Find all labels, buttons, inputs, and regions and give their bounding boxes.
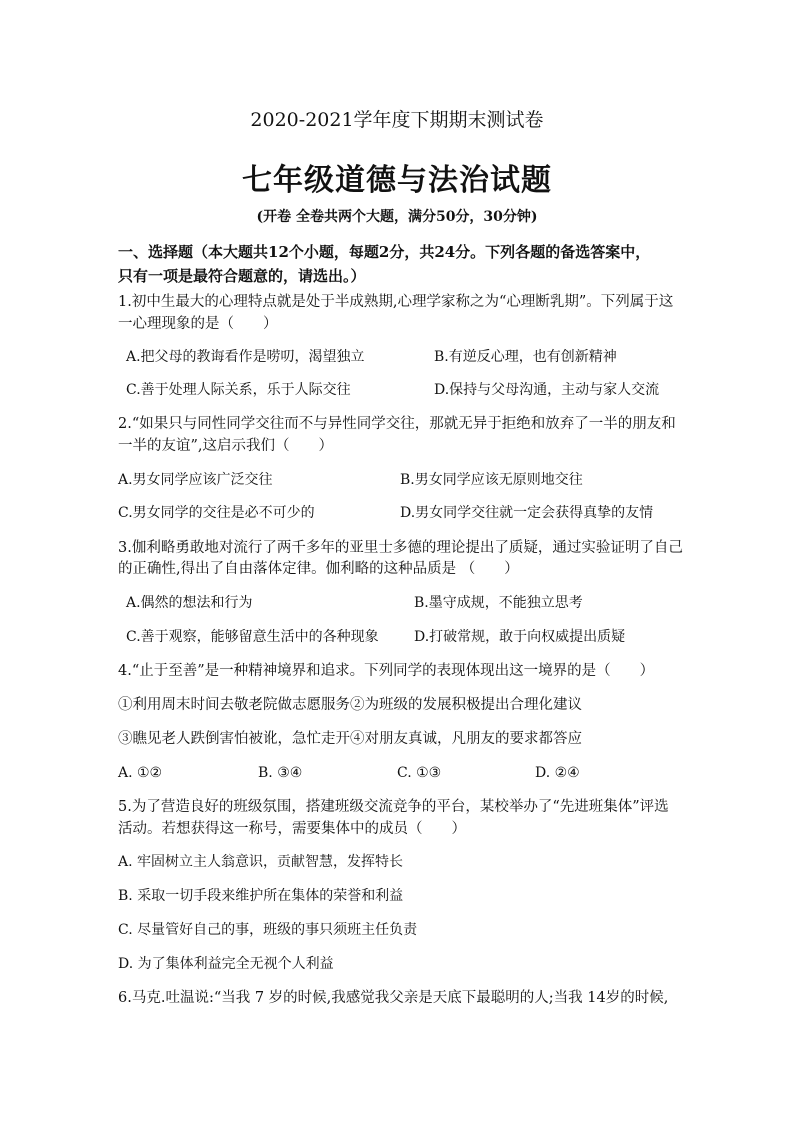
question-2-option-d: D.男女同学交往就一定会获得真挚的友情 bbox=[400, 505, 654, 521]
question-1-option-b: B.有逆反心理，也有创新精神 bbox=[434, 349, 617, 365]
question-1-stem-cont: 一心理现象的是（ ） bbox=[118, 316, 278, 332]
question-4-option-d: D. ②④ bbox=[535, 765, 580, 781]
question-1-option-a: A.把父母的教诲看作是唠叨，渴望独立 bbox=[126, 349, 365, 365]
question-5-stem: 5.为了营造良好的班级氛围，搭建班级交流竞争的平台，某校举办了“先进班集体”评选 bbox=[118, 799, 669, 815]
question-6-stem: 6.马克.吐温说:“当我 7 岁的时候,我感觉我父亲是天底下最聪明的人;当我 14岁的时候, bbox=[118, 990, 669, 1006]
question-4-option-b: B. ③④ bbox=[258, 765, 303, 781]
question-1-option-d: D.保持与父母沟通，主动与家人交流 bbox=[434, 382, 660, 398]
question-2-stem-cont: 一半的友谊”,这启示我们（ ） bbox=[118, 438, 334, 454]
question-5-option-a: A. 牢固树立主人翁意识，贡献智慧，发挥特长 bbox=[118, 854, 404, 870]
question-2-option-a: A.男女同学应该广泛交往 bbox=[118, 472, 273, 488]
question-4-item-3-4: ③瞧见老人跌倒害怕被讹，急忙走开④对朋友真诚，凡朋友的要求都答应 bbox=[118, 731, 582, 747]
exam-title: 2020-2021学年度下期期末测试卷 bbox=[250, 109, 544, 131]
question-4-stem: 4.“止于至善”是一种精神境界和追求。下列同学的表现体现出这一境界的是（ ） bbox=[118, 663, 655, 679]
question-5-stem-cont: 活动。若想获得这一称号，需要集体中的成员（ ） bbox=[118, 821, 466, 837]
section-heading: 一、选择题（本大题共12个小题，每题2分，共24分。下列各题的备选答案中， bbox=[118, 243, 651, 261]
question-3-option-d: D.打破常规，敢于向权威提出质疑 bbox=[414, 629, 626, 645]
question-5-option-c: C. 尽量管好自己的事，班级的事只须班主任负责 bbox=[118, 922, 418, 938]
question-4-item-1-2: ①利用周末时间去敬老院做志愿服务②为班级的发展积极提出合理化建议 bbox=[118, 697, 582, 713]
question-4-option-c: C. ①③ bbox=[397, 765, 442, 781]
question-5-option-d: D. 为了集体利益完全无视个人利益 bbox=[118, 956, 334, 972]
question-2-option-b: B.男女同学应该无原则地交往 bbox=[400, 472, 583, 488]
question-3-option-c: C.善于观察，能够留意生活中的各种现象 bbox=[126, 629, 379, 645]
question-3-stem: 3.伽利略勇敢地对流行了两千多年的亚里士多德的理论提出了质疑，通过实验证明了自己 bbox=[118, 540, 683, 556]
question-2-stem: 2.“如果只与同性同学交往而不与异性同学交往，那就无异于拒绝和放弃了一半的朋友和 bbox=[118, 416, 676, 432]
question-3-option-a: A.偶然的想法和行为 bbox=[126, 595, 253, 611]
section-heading-cont: 只有一项是最符合题意的，请选出。） bbox=[118, 267, 366, 285]
question-5-option-b: B. 采取一切手段来维护所在集体的荣誉和利益 bbox=[118, 888, 404, 904]
question-1-option-c: C.善于处理人际关系，乐于人际交往 bbox=[126, 382, 351, 398]
question-2-option-c: C.男女同学的交往是必不可少的 bbox=[118, 505, 315, 521]
question-3-option-b: B.墨守成规，不能独立思考 bbox=[414, 595, 583, 611]
question-3-stem-cont: 的正确性,得出了自由落体定律。伽利略的这种品质是 （ ） bbox=[118, 561, 519, 577]
question-1-stem: 1.初中生最大的心理特点就是处于半成熟期,心理学家称之为“心理断乳期”。下列属于这 bbox=[118, 294, 674, 310]
exam-info: (开卷 全卷共两个大题，满分50分，30分钟) bbox=[256, 209, 538, 225]
question-4-option-a: A. ①② bbox=[118, 765, 163, 781]
subject-title: 七年级道德与法治试题 bbox=[242, 163, 552, 198]
